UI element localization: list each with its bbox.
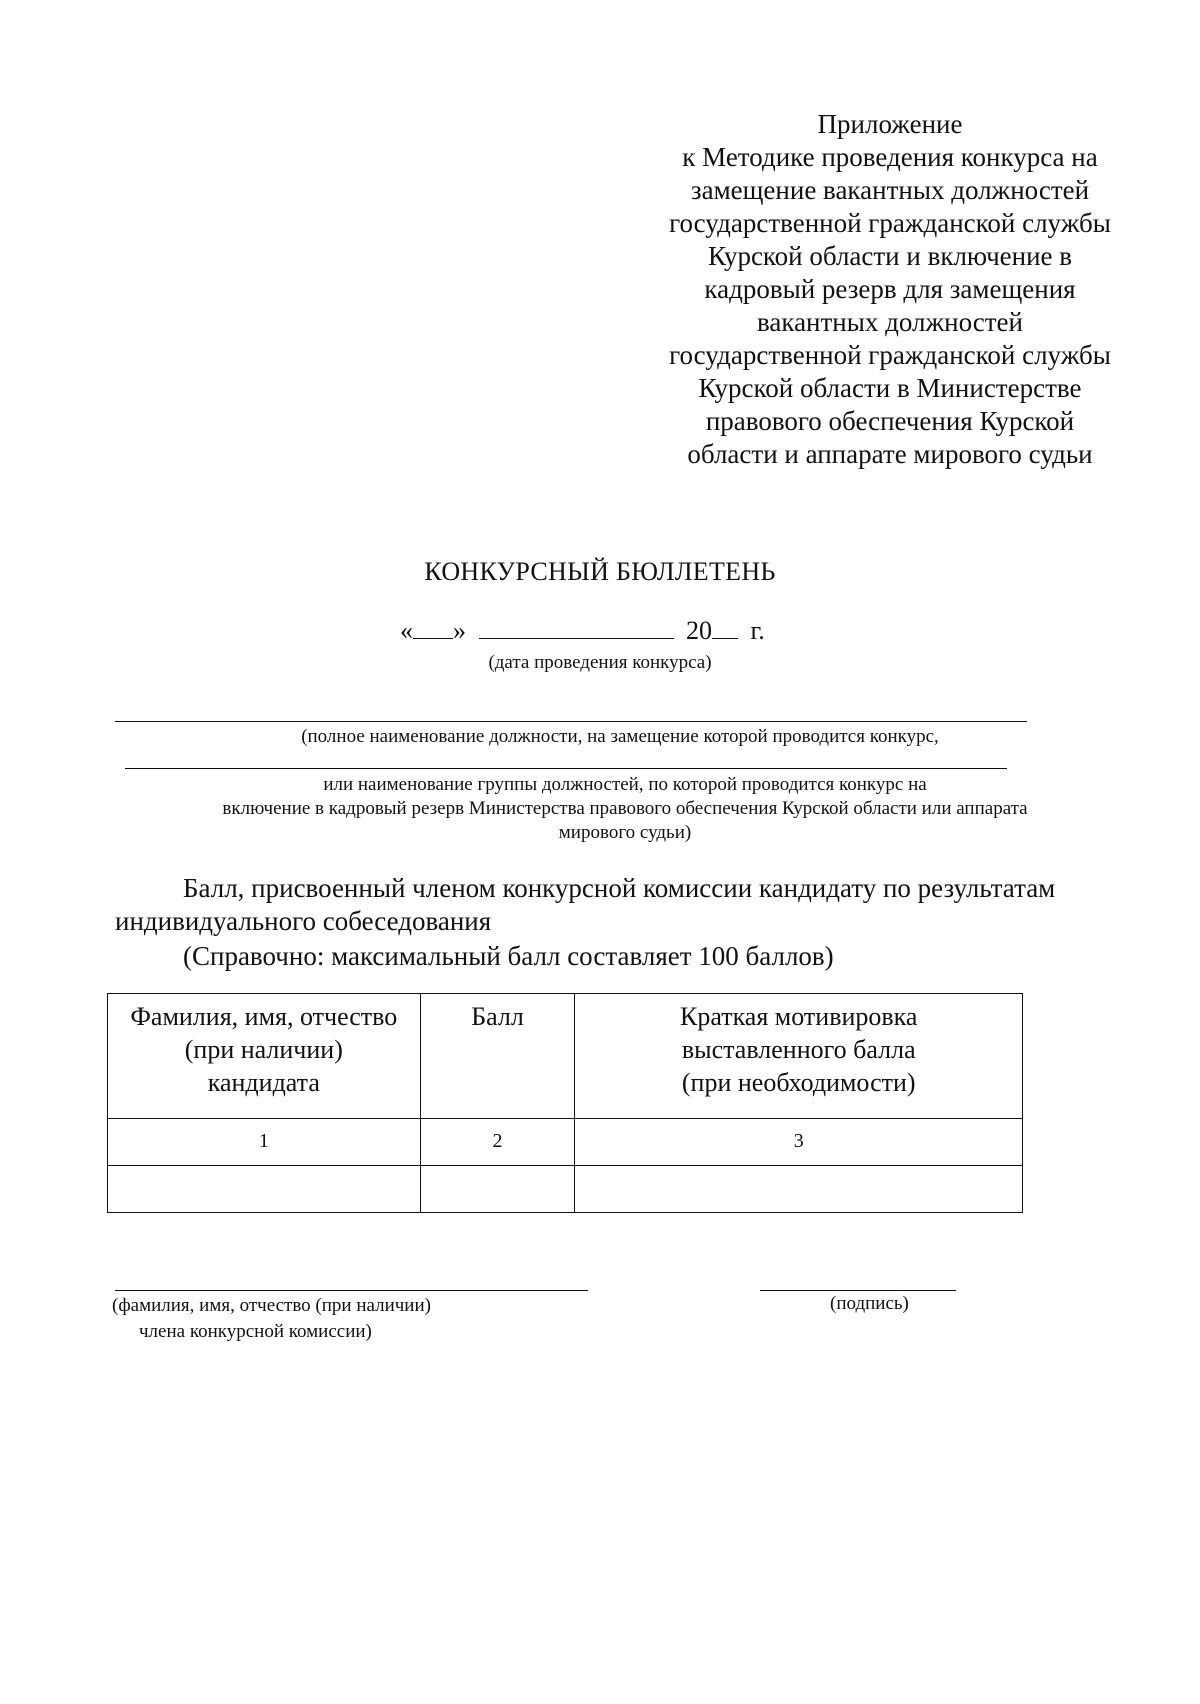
date-caption: (дата проведения конкурса): [488, 652, 712, 673]
position-caption-1: (полное наименование должности, на замещение которой проводится конкурс,: [301, 726, 939, 747]
position-name-line-2[interactable]: [125, 768, 1007, 769]
appendix-line: Приложение: [817, 109, 963, 139]
year-blank[interactable]: [712, 616, 738, 639]
reference-note: (Справочно: максимальный балл составляет 100 баллов): [183, 941, 834, 971]
header-line: Краткая мотивировка: [680, 1002, 918, 1031]
description-line: Балл, присвоенный членом конкурсной комиссии кандидату по результатам: [183, 873, 1056, 903]
member-name-caption: [112, 1293, 431, 1345]
close-quote: »: [453, 616, 466, 645]
column-number: 2: [420, 1119, 575, 1166]
date-line: [400, 616, 765, 650]
header-line: (при необходимости): [681, 1068, 916, 1097]
header-candidate-name: [108, 994, 421, 1119]
year-prefix: 20: [686, 616, 712, 645]
document-title: КОНКУРСНЫЙ БЮЛЛЕТЕНЬ: [424, 557, 776, 586]
appendix-header: [630, 108, 1150, 471]
candidate-name-cell[interactable]: [108, 1166, 421, 1213]
appendix-line: государственной гражданской службы: [669, 208, 1111, 238]
appendix-line: к Методике проведения конкурса на: [682, 142, 1098, 172]
header-line: Балл: [471, 1002, 524, 1031]
position-name-line-1[interactable]: [115, 721, 1027, 722]
header-line: кандидата: [207, 1068, 320, 1097]
score-table: [107, 993, 1023, 1213]
caption-line: включение в кадровый резерв Министерства правового обеспечения Курской области или аппарата: [222, 798, 1028, 819]
appendix-line: кадровый резерв для замещения: [704, 274, 1076, 304]
appendix-line: области и аппарате мирового судьи: [687, 439, 1093, 469]
caption-line: члена конкурсной комиссии): [139, 1321, 372, 1342]
appendix-line: Курской области и включение в: [707, 241, 1073, 271]
appendix-line: правового обеспечения Курской: [705, 406, 1075, 436]
header-line: (при наличии): [184, 1035, 343, 1064]
table-number-row: [108, 1119, 1023, 1166]
position-caption-2: [120, 773, 1130, 845]
table-header-row: [108, 994, 1023, 1119]
table-row: [108, 1166, 1023, 1213]
year-suffix: г.: [750, 616, 765, 645]
score-description: [115, 872, 1135, 973]
appendix-line: Курской области в Министерстве: [698, 373, 1082, 403]
motivation-cell[interactable]: [575, 1166, 1023, 1213]
header-score: [420, 994, 575, 1119]
caption-line: мирового судьи): [558, 822, 692, 843]
appendix-line: замещение вакантных должностей: [690, 175, 1090, 205]
day-blank[interactable]: [413, 616, 453, 639]
header-line: выставленного балла: [681, 1035, 916, 1064]
score-cell[interactable]: [420, 1166, 575, 1213]
appendix-line: государственной гражданской службы: [669, 340, 1111, 370]
description-line: индивидуального собеседования: [115, 906, 492, 936]
caption-line: или наименование группы должностей, по которой проводится конкурс на: [323, 774, 927, 795]
column-number: 3: [575, 1119, 1023, 1166]
open-quote: «: [400, 616, 413, 645]
caption-line: (фамилия, имя, отчество (при наличии): [112, 1295, 431, 1316]
month-blank[interactable]: [479, 616, 674, 639]
member-name-line[interactable]: [115, 1290, 588, 1291]
appendix-line: вакантных должностей: [756, 307, 1023, 337]
signature-line[interactable]: [760, 1290, 956, 1291]
signature-caption: (подпись): [830, 1293, 909, 1314]
header-motivation: [575, 994, 1023, 1119]
column-number: 1: [108, 1119, 421, 1166]
header-line: Фамилия, имя, отчество: [130, 1002, 398, 1031]
